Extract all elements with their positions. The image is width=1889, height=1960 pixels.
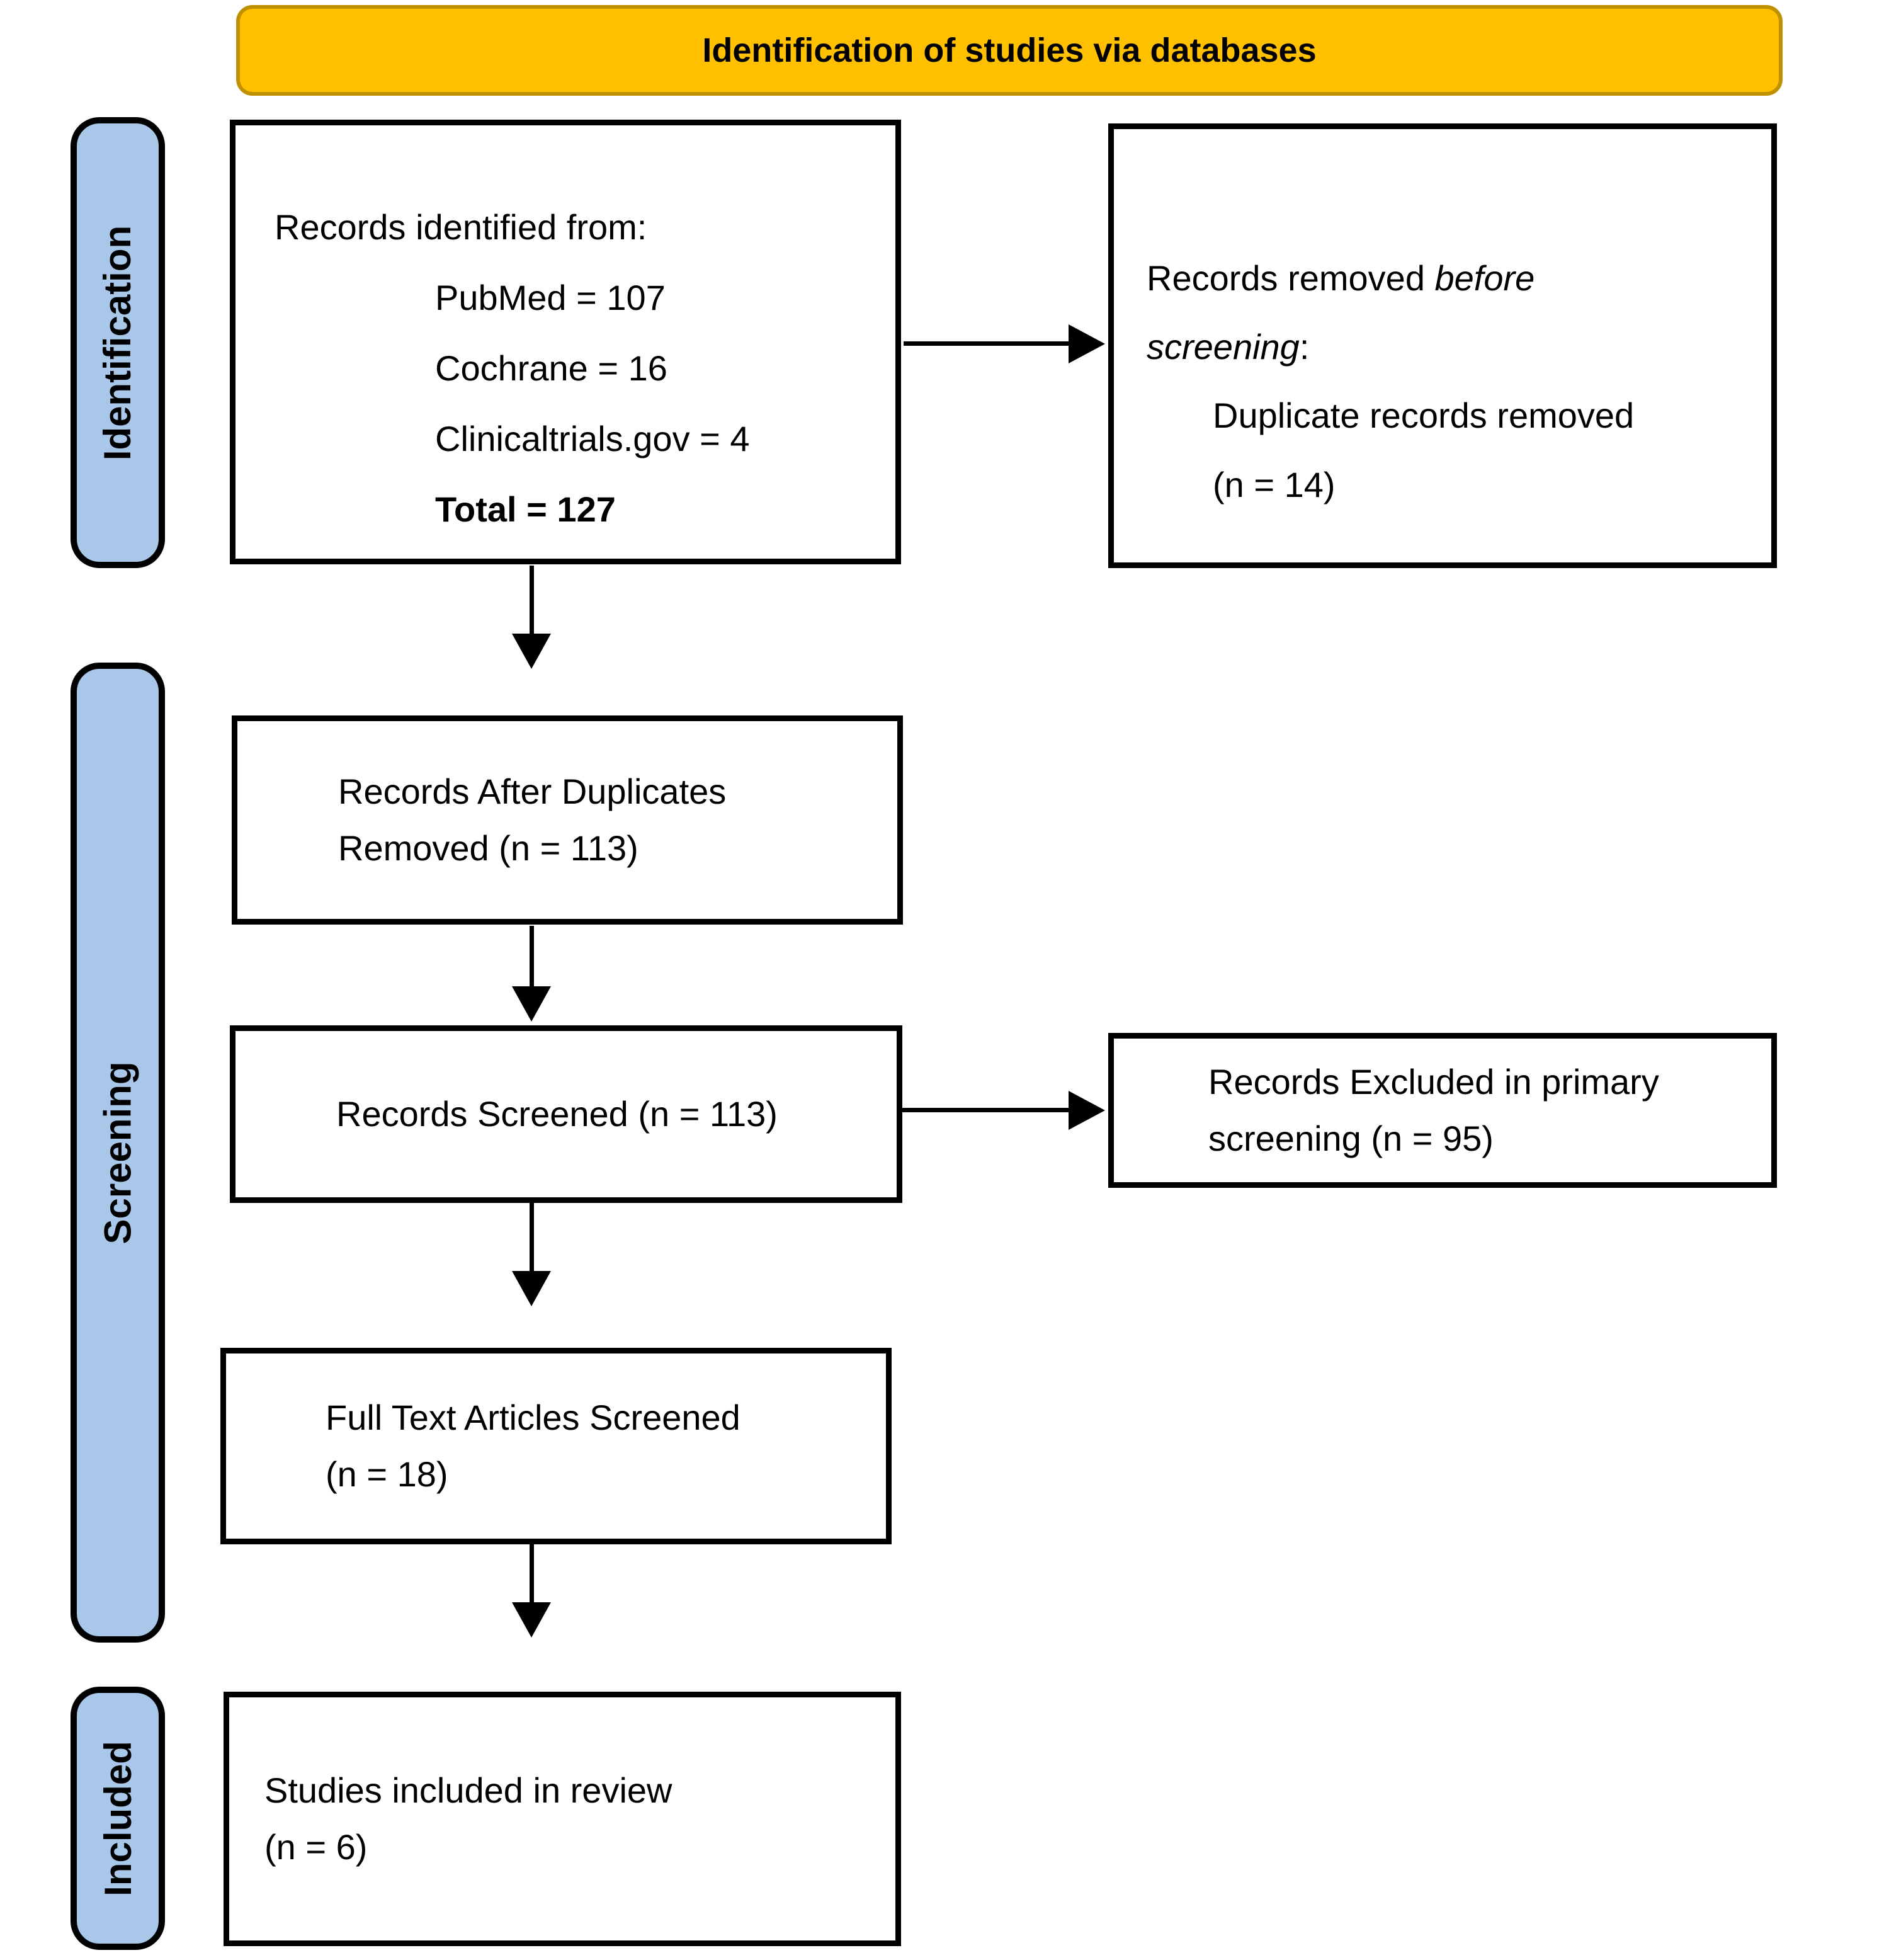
after-duplicates-line2: Removed (n = 113) — [338, 828, 638, 868]
records-identified-intro: Records identified from: — [275, 207, 647, 247]
box-fulltext-screened — [220, 1348, 892, 1544]
stage-label-screening-text: Screening — [96, 1061, 139, 1245]
arrow-fulltext-to-included-line — [530, 1544, 534, 1605]
stage-label-screening — [71, 663, 165, 1643]
records-removed-heading-suffix: : — [1299, 327, 1310, 367]
records-removed-heading — [1147, 244, 1650, 381]
stage-label-included — [71, 1687, 165, 1950]
box-records-identified — [230, 120, 901, 564]
stage-label-identification-text: Identification — [96, 225, 139, 460]
box-studies-included — [224, 1692, 901, 1946]
arrow-identified-to-removed-head — [1069, 324, 1105, 363]
arrow-identified-to-removed-line — [904, 341, 1069, 346]
records-identified-source-pubmed: PubMed = 107 — [435, 278, 666, 317]
arrow-identified-to-afterdup-line — [530, 566, 534, 636]
arrow-afterdup-to-screened-line — [530, 926, 534, 989]
arrow-afterdup-to-screened-head — [512, 986, 551, 1022]
arrow-fulltext-to-included-head — [512, 1602, 551, 1638]
studies-included-line2: (n = 6) — [264, 1827, 368, 1867]
fulltext-screened-line2: (n = 18) — [326, 1454, 448, 1494]
records-screened-label: Records Screened (n = 113) — [336, 1094, 778, 1134]
records-removed-count: (n = 14) — [1213, 464, 1336, 504]
studies-included-line1: Studies included in review — [264, 1770, 672, 1811]
records-removed-heading-prefix: Records removed — [1147, 258, 1435, 298]
records-identified-source-cochrane: Cochrane = 16 — [435, 348, 667, 388]
arrow-screened-to-fulltext-line — [530, 1203, 534, 1273]
title-banner — [236, 5, 1783, 96]
arrow-screened-to-excluded-line — [902, 1108, 1069, 1112]
arrow-identified-to-afterdup-head — [512, 634, 551, 669]
arrow-screened-to-fulltext-head — [512, 1271, 551, 1306]
title-banner-label: Identification of studies via databases — [702, 31, 1317, 69]
after-duplicates-line1: Records After Duplicates — [338, 772, 727, 812]
box-records-screened — [230, 1025, 902, 1203]
arrow-screened-to-excluded-head — [1069, 1091, 1105, 1130]
records-identified-source-clinicaltrials: Clinicaltrials.gov = 4 — [435, 419, 750, 459]
box-after-duplicates — [232, 715, 903, 925]
records-removed-heading-italic: before screening — [1147, 258, 1535, 367]
stage-label-identification — [71, 117, 165, 568]
box-records-removed — [1108, 123, 1777, 568]
records-excluded-line2: screening (n = 95) — [1208, 1119, 1494, 1158]
box-records-excluded — [1108, 1033, 1777, 1188]
fulltext-screened-line1: Full Text Articles Screened — [326, 1398, 740, 1438]
records-removed-detail: Duplicate records removed — [1213, 396, 1635, 436]
stage-label-included-text: Included — [96, 1740, 139, 1896]
records-excluded-line1: Records Excluded in primary — [1208, 1062, 1659, 1102]
records-identified-total: Total = 127 — [435, 489, 616, 529]
